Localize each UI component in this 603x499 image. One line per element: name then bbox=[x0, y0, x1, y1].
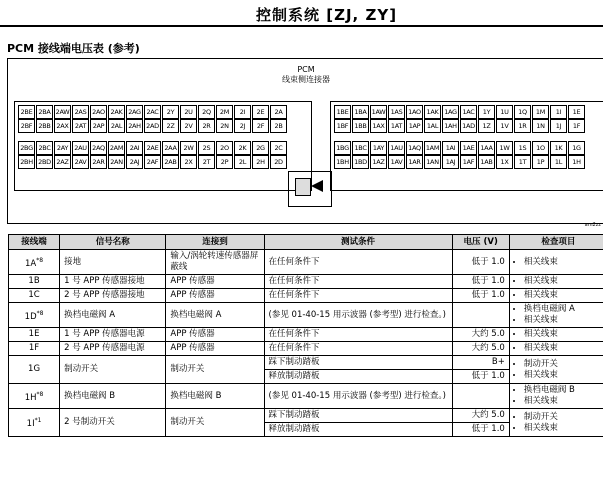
col-connect: 连接到 bbox=[166, 235, 264, 250]
pin-2w: 2W bbox=[180, 141, 197, 155]
pin-row bbox=[334, 105, 586, 119]
pin-1z: 1Z bbox=[478, 119, 495, 133]
terminal-voltage-table bbox=[8, 234, 603, 437]
pin-1ap: 1AP bbox=[406, 119, 423, 133]
pin-row bbox=[334, 141, 586, 155]
pin-1aa: 1AA bbox=[478, 141, 495, 155]
pin-2an: 2AN bbox=[108, 155, 125, 169]
pin-1al: 1AL bbox=[424, 119, 441, 133]
pin-2ab: 2AB bbox=[162, 155, 179, 169]
pin-1w: 1W bbox=[496, 141, 513, 155]
pin-2aq: 2AQ bbox=[90, 141, 107, 155]
pin-2aj: 2AJ bbox=[126, 155, 143, 169]
pin-2aa: 2AA bbox=[162, 141, 179, 155]
pin-1h: 1H bbox=[568, 155, 585, 169]
cell-check bbox=[509, 328, 603, 342]
pin-2au: 2AU bbox=[72, 141, 89, 155]
pin-2d: 2D bbox=[270, 155, 287, 169]
pin-2be: 2BE bbox=[18, 105, 35, 119]
pin-2ae: 2AE bbox=[144, 141, 161, 155]
col-signal: 信号名称 bbox=[60, 235, 166, 250]
check-item: • 换档电磁阀 B bbox=[524, 385, 603, 396]
pin-1v: 1V bbox=[496, 119, 513, 133]
pin-1at: 1AT bbox=[388, 119, 405, 133]
cell-signal: 1 号 APP 传感器接地 bbox=[60, 275, 166, 289]
cell-connect: 输入/涡轮转速传感器屏蔽线 bbox=[166, 250, 264, 275]
cell-voltage: 低于 1.0 bbox=[452, 289, 509, 303]
cell-voltage: 低于 1.0 bbox=[452, 275, 509, 289]
cell-condition: 释放制动踏板 bbox=[264, 423, 452, 437]
connector-2 bbox=[14, 101, 312, 191]
cell-voltage: 低于 1.0 bbox=[452, 250, 509, 275]
pin-1p: 1P bbox=[532, 155, 549, 169]
cell-connect: APP 传感器 bbox=[166, 289, 264, 303]
cell-check bbox=[509, 384, 603, 409]
pin-2ao: 2AO bbox=[90, 105, 107, 119]
cell-voltage: 低于 1.0 bbox=[452, 423, 509, 437]
figure-code: am2zz bbox=[584, 222, 601, 228]
cell-condition: 在任何条件下 bbox=[264, 342, 452, 356]
pin-2ad: 2AD bbox=[144, 119, 161, 133]
pin-2az: 2AZ bbox=[54, 155, 71, 169]
pin-1bg: 1BG bbox=[334, 141, 351, 155]
pin-1aq: 1AQ bbox=[406, 141, 423, 155]
cell-condition: 在任何条件下 bbox=[264, 250, 452, 275]
cell-condition: 踩下制动踏板 bbox=[264, 409, 452, 423]
pin-2i: 2I bbox=[234, 105, 251, 119]
pin-2ap: 2AP bbox=[90, 119, 107, 133]
cell-terminal bbox=[9, 409, 60, 437]
pin-1g: 1G bbox=[568, 141, 585, 155]
cell-signal: 2 号 APP 传感器电源 bbox=[60, 342, 166, 356]
cell-terminal bbox=[9, 250, 60, 275]
cell-condition: 踩下制动踏板 bbox=[264, 356, 452, 370]
pin-2bc: 2BC bbox=[36, 141, 53, 155]
pin-1n: 1N bbox=[532, 119, 549, 133]
pin-2av: 2AV bbox=[72, 155, 89, 169]
pin-row bbox=[18, 155, 288, 169]
pin-2bd: 2BD bbox=[36, 155, 53, 169]
table-row bbox=[9, 342, 603, 356]
pin-2z: 2Z bbox=[162, 119, 179, 133]
terminal-id: 1E bbox=[28, 329, 40, 339]
check-item: • 相关线束 bbox=[524, 343, 603, 354]
cell-condition: (参见 01-40-15 用示波器 (参考型) 进行检查。) bbox=[264, 384, 452, 409]
pin-2ar: 2AR bbox=[90, 155, 107, 169]
pin-2b: 2B bbox=[270, 119, 287, 133]
pin-1ae: 1AE bbox=[460, 141, 477, 155]
cell-voltage: 低于 1.0 bbox=[452, 370, 509, 384]
pin-1l: 1L bbox=[550, 155, 567, 169]
cell-terminal bbox=[9, 289, 60, 303]
pin-1am: 1AM bbox=[424, 141, 441, 155]
pin-1u: 1U bbox=[496, 105, 513, 119]
pin-2ah: 2AH bbox=[126, 119, 143, 133]
pin-1s: 1S bbox=[514, 141, 531, 155]
pin-2n: 2N bbox=[216, 119, 233, 133]
pin-2ai: 2AI bbox=[126, 141, 143, 155]
pin-1ar: 1AR bbox=[406, 155, 423, 169]
cell-connect: 换档电磁阀 B bbox=[166, 384, 264, 409]
pin-2bh: 2BH bbox=[18, 155, 35, 169]
pin-1e: 1E bbox=[568, 105, 585, 119]
terminal-id: 1I bbox=[26, 418, 35, 429]
pin-1ah: 1AH bbox=[442, 119, 459, 133]
terminal-id: 1G bbox=[28, 364, 41, 374]
cell-check bbox=[509, 250, 603, 275]
col-condition: 测试条件 bbox=[264, 235, 452, 250]
cell-terminal bbox=[9, 384, 60, 409]
pin-row bbox=[18, 119, 288, 133]
pin-2a: 2A bbox=[270, 105, 287, 119]
table-row bbox=[9, 250, 603, 275]
cell-condition: 在任何条件下 bbox=[264, 275, 452, 289]
pin-2ak: 2AK bbox=[108, 105, 125, 119]
pin-1bf: 1BF bbox=[334, 119, 351, 133]
pin-row bbox=[18, 105, 288, 119]
cell-voltage: 大约 5.0 bbox=[452, 328, 509, 342]
pin-2bb: 2BB bbox=[36, 119, 53, 133]
pin-2e: 2E bbox=[252, 105, 269, 119]
connector-1 bbox=[330, 101, 603, 191]
table-header-row bbox=[9, 235, 603, 250]
terminal-id: 1B bbox=[28, 276, 40, 286]
check-item: • 相关线束 bbox=[524, 315, 603, 326]
pin-1ao: 1AO bbox=[406, 105, 423, 119]
pin-2l: 2L bbox=[234, 155, 251, 169]
pin-1aw: 1AW bbox=[370, 105, 387, 119]
cell-check bbox=[509, 289, 603, 303]
page-title: 控制系统 [ZJ, ZY] bbox=[256, 6, 398, 24]
pin-2o: 2O bbox=[216, 141, 233, 155]
pin-2g: 2G bbox=[252, 141, 269, 155]
pin-2aw: 2AW bbox=[54, 105, 71, 119]
cell-check bbox=[509, 409, 603, 437]
pin-2al: 2AL bbox=[108, 119, 125, 133]
check-item: • 相关线束 bbox=[524, 329, 603, 340]
pin-1ak: 1AK bbox=[424, 105, 441, 119]
pin-1x: 1X bbox=[496, 155, 513, 169]
cell-connect: 制动开关 bbox=[166, 409, 264, 437]
check-item: • 相关线束 bbox=[524, 290, 603, 301]
pin-1j: 1J bbox=[550, 119, 567, 133]
cell-check bbox=[509, 342, 603, 356]
col-check: 检查项目 bbox=[509, 235, 603, 250]
cell-voltage: B+ bbox=[452, 356, 509, 370]
check-item: • 制动开关 bbox=[524, 412, 603, 423]
cell-terminal bbox=[9, 342, 60, 356]
cell-terminal bbox=[9, 275, 60, 289]
pin-1av: 1AV bbox=[388, 155, 405, 169]
pin-1aj: 1AJ bbox=[442, 155, 459, 169]
pin-2f: 2F bbox=[252, 119, 269, 133]
pin-2x: 2X bbox=[180, 155, 197, 169]
pin-1as: 1AS bbox=[388, 105, 405, 119]
pin-2c: 2C bbox=[270, 141, 287, 155]
pin-1y: 1Y bbox=[478, 105, 495, 119]
terminal-id: 1D bbox=[24, 311, 37, 322]
pin-1ag: 1AG bbox=[442, 105, 459, 119]
table-row bbox=[9, 289, 603, 303]
cell-signal: 换档电磁阀 B bbox=[60, 384, 166, 409]
pin-2ag: 2AG bbox=[126, 105, 143, 119]
cell-check bbox=[509, 275, 603, 289]
cell-signal: 1 号 APP 传感器电源 bbox=[60, 328, 166, 342]
check-item: • 换档电磁阀 A bbox=[524, 304, 603, 315]
pin-2k: 2K bbox=[234, 141, 251, 155]
pin-2h: 2H bbox=[252, 155, 269, 169]
pin-2bf: 2BF bbox=[18, 119, 35, 133]
diagram-label-harness: 线束侧连接器 bbox=[282, 75, 330, 84]
cell-signal: 2 号 APP 传感器接地 bbox=[60, 289, 166, 303]
cell-terminal bbox=[9, 303, 60, 328]
pin-1bb: 1BB bbox=[352, 119, 369, 133]
table-row bbox=[9, 303, 603, 328]
cell-signal: 换档电磁阀 A bbox=[60, 303, 166, 328]
cell-signal: 制动开关 bbox=[60, 356, 166, 384]
pin-2af: 2AF bbox=[144, 155, 161, 169]
cell-connect: APP 传感器 bbox=[166, 342, 264, 356]
pin-1i: 1I bbox=[550, 105, 567, 119]
cell-voltage bbox=[452, 384, 509, 409]
pin-row bbox=[334, 155, 586, 169]
cell-terminal bbox=[9, 328, 60, 342]
pin-1au: 1AU bbox=[388, 141, 405, 155]
pin-2v: 2V bbox=[180, 119, 197, 133]
table-row bbox=[9, 275, 603, 289]
cell-condition: 在任何条件下 bbox=[264, 289, 452, 303]
section-title: PCM 接线端电压表 (参考) bbox=[7, 42, 140, 55]
pin-1ai: 1AI bbox=[442, 141, 459, 155]
table-row bbox=[9, 384, 603, 409]
pin-1ax: 1AX bbox=[370, 119, 387, 133]
pin-2bg: 2BG bbox=[18, 141, 35, 155]
pin-2ax: 2AX bbox=[54, 119, 71, 133]
cell-voltage: 大约 5.0 bbox=[452, 409, 509, 423]
check-item: • 相关线束 bbox=[524, 423, 603, 434]
cell-connect: 换档电磁阀 A bbox=[166, 303, 264, 328]
pin-1az: 1AZ bbox=[370, 155, 387, 169]
table-row bbox=[9, 409, 603, 423]
page-header bbox=[0, 0, 603, 28]
pin-2u: 2U bbox=[180, 105, 197, 119]
pin-2as: 2AS bbox=[72, 105, 89, 119]
table-row bbox=[9, 356, 603, 370]
pin-row bbox=[334, 119, 586, 133]
table-row bbox=[9, 328, 603, 342]
pin-row bbox=[18, 141, 288, 155]
cell-voltage bbox=[452, 303, 509, 328]
pin-1q: 1Q bbox=[514, 105, 531, 119]
pin-1t: 1T bbox=[514, 155, 531, 169]
pin-1ab: 1AB bbox=[478, 155, 495, 169]
check-item: • 相关线束 bbox=[524, 257, 603, 268]
pin-2p: 2P bbox=[216, 155, 233, 169]
pin-2q: 2Q bbox=[198, 105, 215, 119]
terminal-id: 1C bbox=[28, 290, 40, 300]
connector-diagram bbox=[7, 58, 603, 224]
pin-2ba: 2BA bbox=[36, 105, 53, 119]
col-terminal: 接线端 bbox=[9, 235, 60, 250]
cell-condition: 在任何条件下 bbox=[264, 328, 452, 342]
pin-2ac: 2AC bbox=[144, 105, 161, 119]
pin-1be: 1BE bbox=[334, 105, 351, 119]
pin-2s: 2S bbox=[198, 141, 215, 155]
cell-check bbox=[509, 303, 603, 328]
col-voltage: 电压 (V) bbox=[452, 235, 509, 250]
pin-2j: 2J bbox=[234, 119, 251, 133]
terminal-id: 1F bbox=[28, 343, 40, 353]
diagram-label-pcm: PCM bbox=[297, 65, 315, 74]
check-item: • 制动开关 bbox=[524, 359, 603, 370]
cell-connect: APP 传感器 bbox=[166, 275, 264, 289]
pin-1k: 1K bbox=[550, 141, 567, 155]
connector-plug-icon bbox=[288, 171, 332, 207]
pin-1r: 1R bbox=[514, 119, 531, 133]
cell-terminal bbox=[9, 356, 60, 384]
cell-condition: (参见 01-40-15 用示波器 (参考型) 进行检查。) bbox=[264, 303, 452, 328]
pin-1ba: 1BA bbox=[352, 105, 369, 119]
pin-2t: 2T bbox=[198, 155, 215, 169]
pin-2ay: 2AY bbox=[54, 141, 71, 155]
cell-connect: APP 传感器 bbox=[166, 328, 264, 342]
pin-2r: 2R bbox=[198, 119, 215, 133]
cell-signal: 2 号制动开关 bbox=[60, 409, 166, 437]
terminal-note: *1 bbox=[34, 417, 42, 425]
cell-voltage: 大约 5.0 bbox=[452, 342, 509, 356]
cell-signal: 接地 bbox=[60, 250, 166, 275]
pin-2m: 2M bbox=[216, 105, 233, 119]
check-item: • 相关线束 bbox=[524, 276, 603, 287]
pin-1ay: 1AY bbox=[370, 141, 387, 155]
pin-1o: 1O bbox=[532, 141, 549, 155]
check-item: • 相关线束 bbox=[524, 370, 603, 381]
cell-connect: 制动开关 bbox=[166, 356, 264, 384]
terminal-id: 1A bbox=[25, 258, 37, 269]
pin-1af: 1AF bbox=[460, 155, 477, 169]
cell-check bbox=[509, 356, 603, 384]
terminal-note: *8 bbox=[36, 390, 44, 398]
header-rule bbox=[0, 25, 603, 27]
pin-1bd: 1BD bbox=[352, 155, 369, 169]
pin-1f: 1F bbox=[568, 119, 585, 133]
check-item: • 相关线束 bbox=[524, 396, 603, 407]
terminal-note: *8 bbox=[36, 256, 44, 264]
cell-condition: 释放制动踏板 bbox=[264, 370, 452, 384]
pin-2at: 2AT bbox=[72, 119, 89, 133]
terminal-id: 1H bbox=[24, 392, 37, 403]
pin-1ad: 1AD bbox=[460, 119, 477, 133]
pin-1bh: 1BH bbox=[334, 155, 351, 169]
pin-1ac: 1AC bbox=[460, 105, 477, 119]
pin-1bc: 1BC bbox=[352, 141, 369, 155]
pin-2am: 2AM bbox=[108, 141, 125, 155]
pin-2y: 2Y bbox=[162, 105, 179, 119]
pin-1m: 1M bbox=[532, 105, 549, 119]
terminal-note: *8 bbox=[36, 309, 44, 317]
pin-1an: 1AN bbox=[424, 155, 441, 169]
